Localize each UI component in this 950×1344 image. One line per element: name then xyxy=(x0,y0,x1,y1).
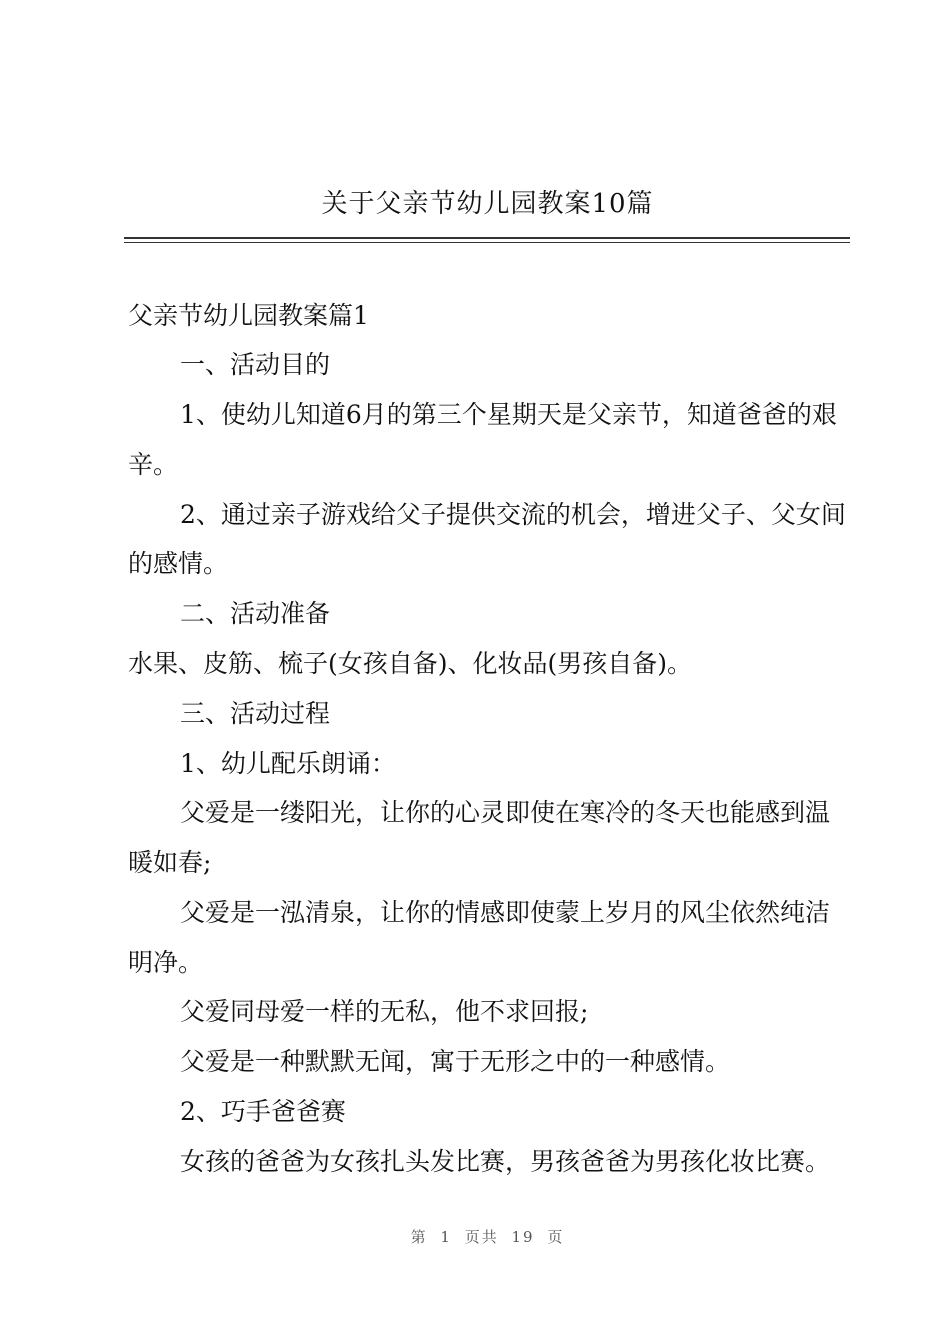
paragraph-line: 女孩的爸爸为女孩扎头发比赛，男孩爸爸为男孩化妆比赛。 xyxy=(180,1147,831,1176)
paragraph-line: 辛。 xyxy=(128,450,179,479)
paragraph-line: 的感情。 xyxy=(128,549,229,578)
subheading: 二、活动准备 xyxy=(180,599,331,628)
page-number-footer: 第 1 页共 19 页 xyxy=(410,1228,565,1246)
paragraph-line: 父爱是一缕阳光，让你的心灵即使在寒冷的冬天也能感到温 xyxy=(180,798,831,827)
paragraph-line: 2、通过亲子游戏给父子提供交流的机会，增进父子、父女间 xyxy=(180,500,846,529)
paragraph-line: 2、巧手爸爸赛 xyxy=(180,1097,346,1126)
title-divider xyxy=(124,237,850,243)
paragraph-line: 父爱是一种默默无闻，寓于无形之中的一种感情。 xyxy=(180,1047,731,1076)
subheading: 一、活动目的 xyxy=(180,350,331,379)
paragraph-line: 水果、皮筋、梳子(女孩自备)、化妆品(男孩自备)。 xyxy=(128,649,693,678)
paragraph-line: 明净。 xyxy=(128,948,204,977)
paragraph-line: 暖如春; xyxy=(128,848,212,877)
subheading: 三、活动过程 xyxy=(180,699,331,728)
section-heading: 父亲节幼儿园教案篇1 xyxy=(128,301,369,330)
paragraph-line: 父爱是一泓清泉，让你的情感即使蒙上岁月的风尘依然纯洁 xyxy=(180,898,831,927)
paragraph-line: 父爱同母爱一样的无私，他不求回报; xyxy=(180,997,589,1026)
paragraph-line: 1、使幼儿知道6月的第三个星期天是父亲节，知道爸爸的艰 xyxy=(180,400,837,429)
document-title: 关于父亲节幼儿园教案10篇 xyxy=(321,189,654,219)
paragraph-line: 1、幼儿配乐朗诵： xyxy=(180,749,396,778)
